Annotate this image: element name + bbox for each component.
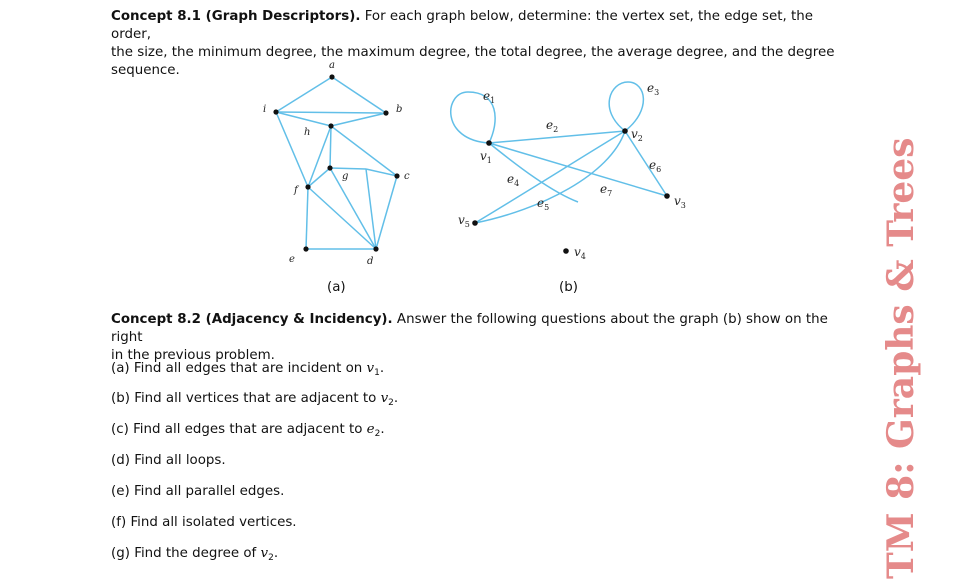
concept-8-1-heading: Concept 8.1 (Graph Descriptors). bbox=[111, 9, 361, 24]
vertex-v5-dot bbox=[472, 220, 478, 226]
edge-e3-loop bbox=[609, 82, 643, 131]
vertex-v2-dot bbox=[622, 128, 628, 134]
question-a: (a) Find all edges that are incident on $v_1$. bbox=[111, 361, 385, 378]
edge-e7-label: $e_7$ bbox=[600, 182, 613, 198]
vertex-i-dot bbox=[273, 109, 278, 114]
edge-e7 bbox=[489, 143, 667, 196]
concept-8-1-text-line1: For each graph below, determine: the vertex set, the edge set, the order, bbox=[111, 9, 813, 42]
vertex-g-label: g bbox=[342, 171, 349, 182]
vertex-v3-dot bbox=[664, 193, 670, 199]
vertex-e-label: e bbox=[289, 254, 295, 265]
vertex-c-label: c bbox=[404, 171, 410, 182]
question-f: (f) Find all isolated vertices. bbox=[111, 515, 297, 530]
vertex-a-dot bbox=[329, 74, 334, 79]
edge-e4-label: $e_4$ bbox=[507, 172, 520, 188]
question-g: (g) Find the degree of $v_2$. bbox=[111, 546, 279, 563]
concept-8-2-paragraph bbox=[111, 311, 856, 365]
graph-a-edges bbox=[276, 77, 397, 249]
vertex-f-dot bbox=[305, 184, 310, 189]
vertex-v4-label: $v_4$ bbox=[574, 245, 586, 261]
vertex-h-dot bbox=[328, 123, 333, 128]
vertex-e-dot bbox=[303, 246, 308, 251]
question-c: (c) Find all edges that are adjacent to $e_2$. bbox=[111, 422, 385, 439]
vertex-d-dot bbox=[373, 246, 378, 251]
vertex-d-label: d bbox=[367, 256, 374, 267]
question-e: (e) Find all parallel edges. bbox=[111, 484, 285, 499]
vertex-b-label: b bbox=[396, 104, 403, 115]
graph-a-caption: (a) bbox=[327, 280, 346, 295]
edge-e3-label: $e_3$ bbox=[647, 81, 660, 97]
concept-8-2-heading: Concept 8.2 (Adjacency & Incidency). bbox=[111, 312, 393, 327]
vertex-a-label: a bbox=[329, 60, 335, 71]
graph-b-caption: (b) bbox=[559, 280, 578, 295]
concept-8-2-text-line2: in the previous problem. bbox=[111, 348, 275, 363]
vertex-i-label: i bbox=[263, 104, 267, 115]
vertex-v4-dot bbox=[563, 248, 569, 254]
vertex-c-dot bbox=[394, 173, 399, 178]
side-chapter-title: TM 8: Graphs & Trees bbox=[880, 137, 922, 579]
edge-e6-label: $e_6$ bbox=[649, 158, 662, 174]
vertex-v2-label: $v_2$ bbox=[631, 127, 643, 143]
vertex-v1-dot bbox=[486, 140, 492, 146]
vertex-b-dot bbox=[383, 110, 388, 115]
vertex-h-label: h bbox=[304, 127, 311, 138]
vertex-v1-label: $v_1$ bbox=[480, 149, 492, 165]
edge-e2-label: $e_2$ bbox=[546, 118, 559, 134]
vertex-v3-label: $v_3$ bbox=[674, 194, 686, 210]
edge-e5-label: $e_5$ bbox=[537, 196, 550, 212]
vertex-v5-label: $v_5$ bbox=[458, 213, 470, 229]
vertex-f-label: f bbox=[294, 185, 298, 196]
concept-8-2-text-line1: Answer the following questions about the graph (b) show on the right bbox=[111, 312, 828, 345]
concept-8-1-text-line2: the size, the minimum degree, the maximum degree, the total degree, the average degree, and the degree sequence. bbox=[111, 45, 835, 78]
edge-e1-label: $e_1$ bbox=[483, 89, 496, 105]
question-b: (b) Find all vertices that are adjacent to $v_2$. bbox=[111, 391, 399, 408]
edge-e4 bbox=[489, 143, 578, 202]
question-d: (d) Find all loops. bbox=[111, 453, 226, 468]
vertex-g-dot bbox=[327, 165, 332, 170]
